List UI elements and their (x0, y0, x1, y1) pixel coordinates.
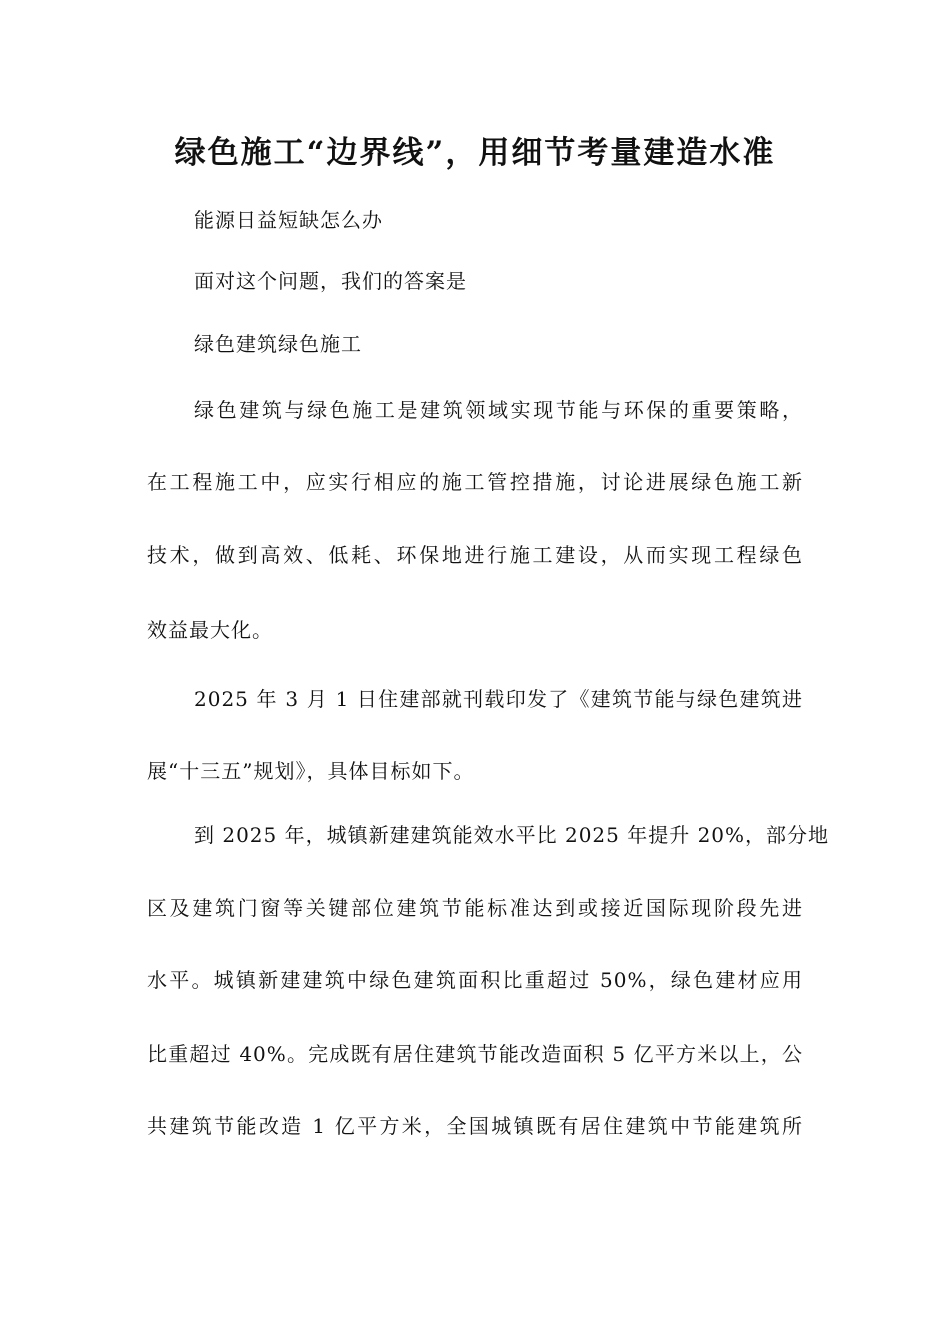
paragraph-line: 效益最大化。 (147, 618, 273, 642)
paragraph-line: 2025 年 3 月 1 日住建部就刊载印发了《建筑节能与绿色建筑进 (194, 687, 803, 711)
paragraph-line: 技术，做到高效、低耗、环保地进行施工建设，从而实现工程绿色 (147, 543, 803, 567)
paragraph-line: 水平。城镇新建建筑中绿色建筑面积比重超过 50%，绿色建材应用 (147, 968, 803, 992)
paragraph-line: 比重超过 40%。完成既有居住建筑节能改造面积 5 亿平方米以上，公 (147, 1042, 803, 1066)
paragraph-line: 能源日益短缺怎么办 (194, 208, 383, 232)
paragraph-line: 展“十三五”规划》，具体目标如下。 (147, 759, 475, 783)
paragraph-line: 在工程施工中，应实行相应的施工管控措施，讨论进展绿色施工新 (147, 470, 803, 494)
paragraph-line: 绿色建筑绿色施工 (194, 332, 362, 356)
paragraph-line: 到 2025 年，城镇新建建筑能效水平比 2025 年提升 20%，部分地 (194, 823, 830, 847)
paragraph-line: 区及建筑门窗等关键部位建筑节能标准达到或接近国际现阶段先进 (147, 896, 803, 920)
paragraph-line: 绿色建筑与绿色施工是建筑领域实现节能与环保的重要策略， (194, 398, 803, 422)
paragraph-line: 共建筑节能改造 1 亿平方米，全国城镇既有居住建筑中节能建筑所 (147, 1114, 803, 1138)
paragraph-line: 面对这个问题，我们的答案是 (194, 269, 467, 293)
document-title: 绿色施工“边界线”，用细节考量建造水准 (174, 135, 776, 171)
